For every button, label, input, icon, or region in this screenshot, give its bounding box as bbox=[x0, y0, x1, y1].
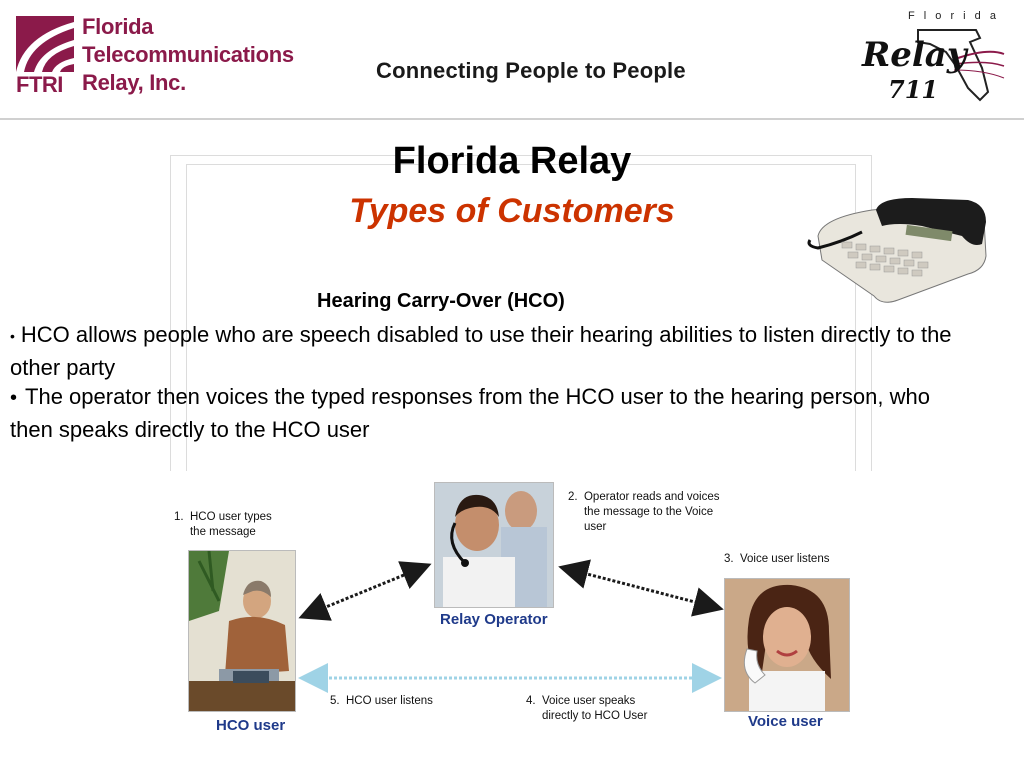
bullet-item-1 bbox=[10, 319, 970, 383]
voice-user-photo bbox=[724, 578, 850, 712]
step-1-line-1: 1. HCO user types bbox=[174, 511, 272, 523]
relay-operator-photo bbox=[434, 482, 554, 608]
tty-phone-illustration bbox=[802, 196, 992, 306]
step-1-line-2: the message bbox=[174, 526, 256, 538]
relay-logo-state-label: F l o r i d a bbox=[908, 10, 999, 22]
step-2-line-1: 2. Operator reads and voices bbox=[568, 491, 720, 503]
step-3-label bbox=[724, 552, 829, 567]
bullet-symbol: • bbox=[10, 327, 15, 344]
step-1-label bbox=[174, 510, 272, 540]
org-abbreviation: FTRI bbox=[16, 72, 63, 97]
org-name-line-3: Relay, Inc. bbox=[82, 70, 186, 95]
tagline: Connecting People to People bbox=[376, 58, 686, 83]
voice-user-caption: Voice user bbox=[748, 713, 823, 730]
hco-user-caption: HCO user bbox=[216, 717, 286, 734]
step-2-line-2: the message to the Voice bbox=[568, 506, 714, 518]
hco-user-photo bbox=[188, 550, 296, 712]
relay-logo-number: 711 bbox=[888, 75, 939, 104]
bullet-item-2 bbox=[10, 381, 970, 445]
bullet-text-1: HCO allows people who are speech disabled to use their hearing abilities to listen directly to the other party bbox=[10, 322, 952, 380]
slide-subtitle: Types of Customers bbox=[349, 192, 675, 230]
relay-operator-caption: Relay Operator bbox=[440, 611, 548, 628]
step-5-line-1: 5. HCO user listens bbox=[330, 695, 433, 707]
ftri-logo-mark bbox=[16, 16, 74, 72]
hco-call-flow-diagram bbox=[170, 480, 870, 760]
step-4-line-2: directly to HCO User bbox=[526, 710, 648, 722]
section-heading: Hearing Carry-Over (HCO) bbox=[317, 290, 565, 312]
step-2-label bbox=[568, 490, 720, 535]
step-3-line-1: 3. Voice user listens bbox=[724, 553, 830, 565]
step-4-line-1: 4. Voice user speaks bbox=[526, 695, 636, 707]
bullet-symbol: • bbox=[10, 387, 18, 409]
step-2-line-3: user bbox=[568, 521, 607, 533]
step-4-label bbox=[526, 694, 647, 724]
slide-title: Florida Relay bbox=[392, 140, 632, 182]
org-name-line-2: Telecommunications bbox=[82, 42, 294, 67]
step-5-label bbox=[330, 694, 433, 709]
header-divider bbox=[0, 118, 1024, 120]
florida-relay-711-logo bbox=[858, 8, 1008, 108]
org-name-line-1: Florida bbox=[82, 14, 154, 39]
relay-logo-word: Relay bbox=[862, 35, 967, 75]
arrow-hco-to-operator bbox=[304, 566, 426, 616]
arrow-operator-to-voice bbox=[564, 568, 718, 608]
bullet-text-2: The operator then voices the typed responses from the HCO user to the hearing person, who then speaks directly to the HCO user bbox=[10, 384, 930, 442]
